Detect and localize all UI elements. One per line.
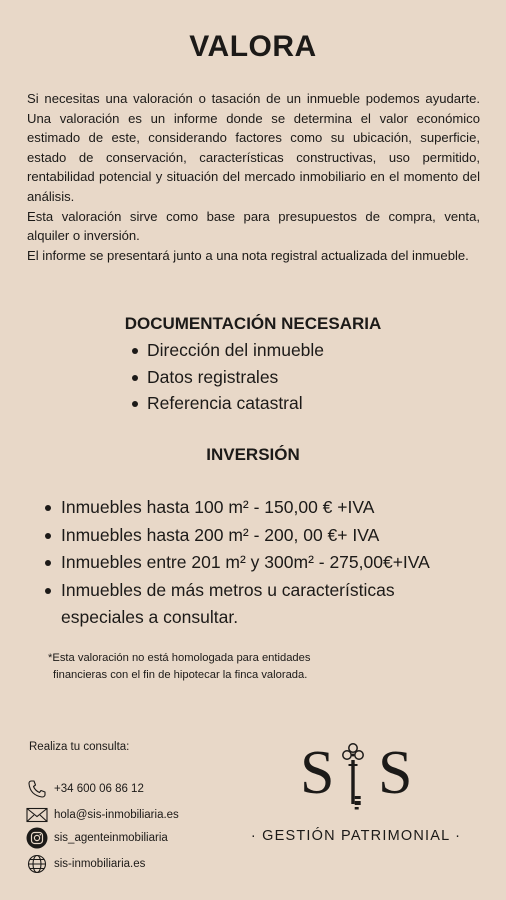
- website-url: sis-inmobiliaria.es: [54, 858, 146, 870]
- note-line: *Esta valoración no está homologada para entidades: [48, 652, 311, 664]
- investment-list: [43, 494, 463, 632]
- intro-text: [27, 89, 480, 265]
- contact-heading: Realiza tu consulta:: [29, 741, 130, 753]
- disclaimer-note: [48, 650, 348, 684]
- mail-icon: [26, 804, 48, 826]
- instagram-icon: [26, 827, 48, 849]
- investment-heading: INVERSIÓN: [206, 445, 300, 464]
- phone-icon: [26, 778, 48, 800]
- list-item: Inmuebles entre 201 m² y 300m² - 275,00€+IVA: [43, 549, 463, 577]
- email-address: hola@sis-inmobiliaria.es: [54, 809, 179, 821]
- brand-tagline: · GESTIÓN PATRIMONIAL ·: [250, 828, 462, 844]
- brand-logo: S S: [292, 738, 422, 818]
- documentation-heading: DOCUMENTACIÓN NECESARIA: [124, 314, 382, 333]
- list-item: Datos registrales: [130, 364, 324, 391]
- contact-website[interactable]: [26, 853, 145, 875]
- list-item: Inmuebles hasta 100 m² - 150,00 € +IVA: [43, 494, 463, 522]
- intro-paragraph: Si necesitas una valoración o tasación de un inmueble podemos ayudarte. Una valoración es un informe donde se determina el valor económico estimado de este, considerando factores como su ubicación, superficie, estado de conservación, características constructivas, uso permitido, rentabilidad potencial y situación del mercado inmobiliario en el momento del análisis.: [27, 91, 480, 204]
- page-title: VALORA: [189, 30, 317, 63]
- instagram-handle: sis_agenteinmobiliaria: [54, 832, 168, 844]
- documentation-list: [130, 337, 324, 417]
- globe-icon: [26, 853, 48, 875]
- list-item: Inmuebles de más metros u características especiales a consultar.: [43, 577, 463, 632]
- intro-paragraph: Esta valoración sirve como base para presupuestos de compra, venta, alquiler o inversión.: [27, 208, 480, 244]
- contact-email[interactable]: [26, 804, 179, 826]
- phone-number: +34 600 06 86 12: [54, 783, 144, 795]
- intro-paragraph: El informe se presentará junto a una nota registral actualizada del inmueble.: [27, 247, 469, 263]
- list-item: Dirección del inmueble: [130, 337, 324, 364]
- key-icon: [340, 742, 366, 814]
- list-item: Inmuebles hasta 200 m² - 200, 00 €+ IVA: [43, 522, 463, 550]
- contact-phone[interactable]: [26, 778, 144, 800]
- contact-instagram[interactable]: [26, 827, 168, 849]
- note-line: financieras con el fin de hipotecar la finca valorada.: [53, 669, 308, 681]
- list-item: Referencia catastral: [130, 390, 324, 417]
